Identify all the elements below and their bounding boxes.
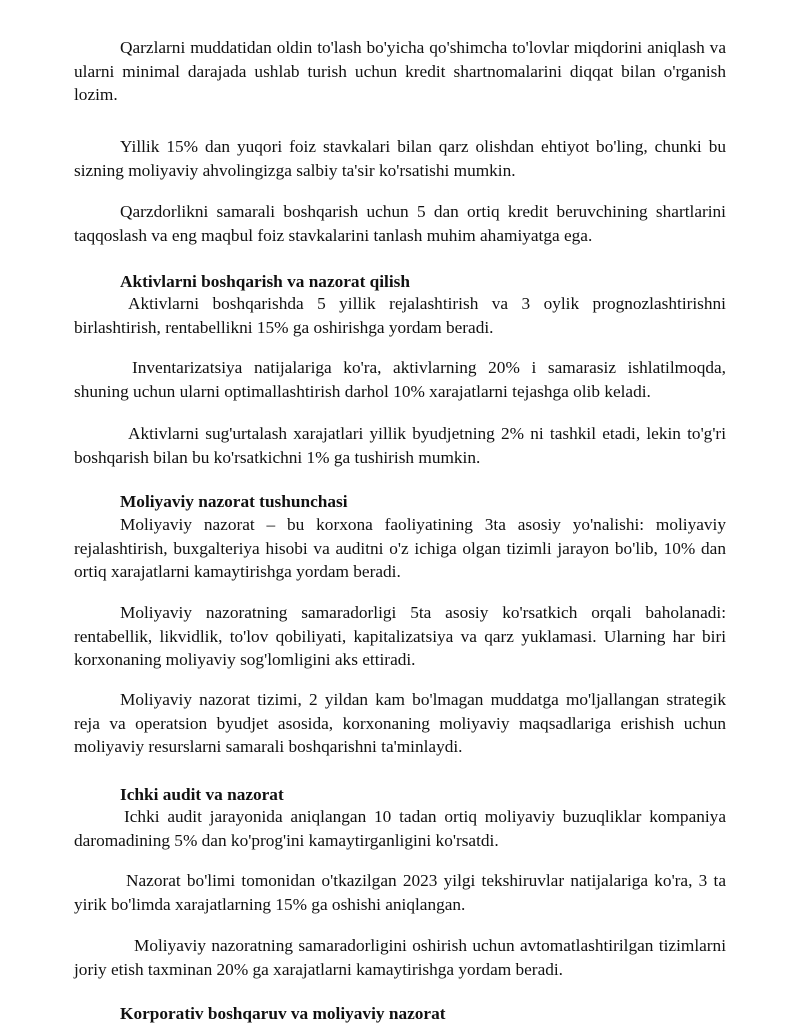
paragraph: Moliyaviy nazorat tizimi, 2 yildan kam bo'lmagan muddatga mo'ljallangan strategik reja va operatsion byudjet asosida, korxonaning moliyaviy maqsadlariga erishish uchun moliyaviy resurslarni samarali boshqarishni ta'minlaydi. [74, 690, 726, 756]
paragraph: Moliyaviy nazoratning samaradorligini oshirish uchun avtomatlashtirilgan tizimlarni joriy etish taxminan 20% ga xarajatlarni kamaytirishga yordam beradi. [74, 936, 726, 979]
paragraph: Moliyaviy nazoratning samaradorligi 5ta asosiy ko'rsatkich orqali baholanadi: rentabellik, likvidlik, to'lov qobiliyati, kapitalizatsiya va qarz yuklamasi. Ularning har biri korxonaning moliyaviy sog'lomligini aks ettiradi. [74, 603, 726, 669]
paragraph: Inventarizatsiya natijalariga ko'ra, aktivlarning 20% i samarasiz ishlatilmoqda, shuning uchun ularni optimallashtirish darhol 10% xarajatlarni tejashga olib keladi. [74, 358, 726, 401]
paragraph: Yillik 15% dan yuqori foiz stavkalari bilan qarz olishdan ehtiyot bo'ling, chunki bu sizning moliyaviy ahvolingizga salbiy ta'sir ko'rsatishi mumkin. [74, 137, 726, 180]
section-heading: Ichki audit va nazorat [120, 785, 284, 804]
section-heading: Aktivlarni boshqarish va nazorat qilish [120, 272, 411, 291]
paragraph: Qarzlarni muddatidan oldin to'lash bo'yicha qo'shimcha to'lovlar miqdorini aniqlash va ularni minimal darajada ushlab turish uchun kredit shartnomalarini diqqat bilan o'rganish lozim. [74, 38, 726, 104]
paragraph: Moliyaviy nazorat – bu korxona faoliyatining 3ta asosiy yo'nalishi: moliyaviy rejalashtirish, buxgalteriya hisobi va auditni o'z ichiga olgan tizimli jarayon bo'lib, 10% dan ortiq xarajatlarni kamaytirishga yordam beradi. [74, 515, 726, 581]
paragraph: Ichki audit jarayonida aniqlangan 10 tadan ortiq moliyaviy buzuqliklar kompaniya daromadining 5% dan ko'prog'ini kamaytirganligini ko'rsatdi. [74, 807, 726, 850]
section-heading: Moliyaviy nazorat tushunchasi [120, 492, 348, 511]
paragraph: Aktivlarni sug'urtalash xarajatlari yillik byudjetning 2% ni tashkil etadi, lekin to'g'ri boshqarish bilan bu ko'rsatkichni 1% ga tushirish mumkin. [74, 424, 726, 467]
paragraph: Aktivlarni boshqarishda 5 yillik rejalashtirish va 3 oylik prognozlashtirishni birlashtirish, rentabellikni 15% ga oshirishga yordam beradi. [74, 294, 726, 337]
paragraph: Qarzdorlikni samarali boshqarish uchun 5 dan ortiq kredit beruvchining shartlarini taqqoslash va eng maqbul foiz stavkalarini tanlash muhim ahamiyatga ega. [74, 202, 726, 245]
section-heading: Korporativ boshqaruv va moliyaviy nazorat [120, 1004, 446, 1023]
paragraph: Nazorat bo'limi tomonidan o'tkazilgan 2023 yilgi tekshiruvlar natijalariga ko'ra, 3 ta yirik bo'limda xarajatlarning 15% ga oshishi aniqlangan. [74, 871, 726, 914]
